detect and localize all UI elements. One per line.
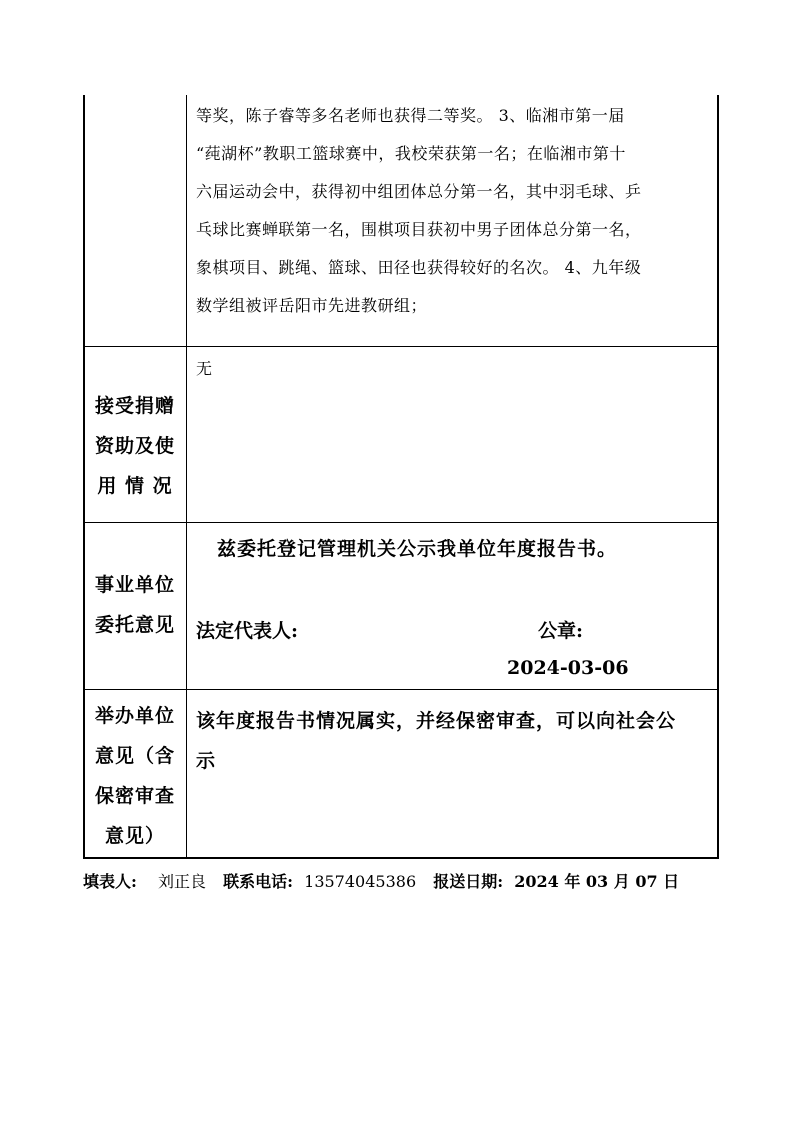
entrust-statement: 兹委托登记管理机关公示我单位年度报告书。 [217,538,618,560]
row-divider-3 [83,689,719,690]
entrust-date: 2024-03-06 [507,657,629,679]
filler-name: 刘正良 [158,872,207,891]
column-divider [186,95,187,859]
achievements-text [196,97,710,325]
seal-label: 公章: [538,620,584,642]
phone-label: 联系电话: [223,872,294,891]
donation-value: 无 [196,359,213,378]
phone-number: 13574045386 [304,872,417,891]
achievements-line: “莼湖杯”教职工篮球赛中，我校荣获第一名；在临湘市第十 [196,144,626,163]
achievements-line: 象棋项目、跳绳、篮球、田径也获得较好的名次。 4、九年级 [196,258,642,277]
row-divider-2 [83,522,719,523]
report-date-label: 报送日期: [433,872,504,891]
sponsor-label: 举办单位 意见（含 保密审查 意见） [94,705,175,847]
legal-rep-label: 法定代表人: [196,620,299,642]
sponsor-opinion: 该年度报告书情况属实，并经保密审查，可以向社会公 示 [196,710,677,772]
donation-label: 接受捐赠 资助及使 用 情 况 [94,395,175,497]
achievements-line: 等奖，陈子睿等多名老师也获得二等奖。 3、临湘市第一届 [196,106,625,125]
achievements-line: 数学组被评岳阳市先进教研组； [196,296,428,315]
entrust-label: 事业单位 委托意见 [94,574,175,636]
filler-label: 填表人: [83,872,137,891]
row-divider-1 [83,346,719,347]
report-footer [83,868,679,896]
achievements-line: 六届运动会中，获得初中组团体总分第一名，其中羽毛球、乒 [196,182,642,201]
achievements-line: 乓球比赛蝉联第一名，围棋项目获初中男子团体总分第一名， [196,220,642,239]
report-date: 2024 年 03 月 07 日 [514,872,680,891]
